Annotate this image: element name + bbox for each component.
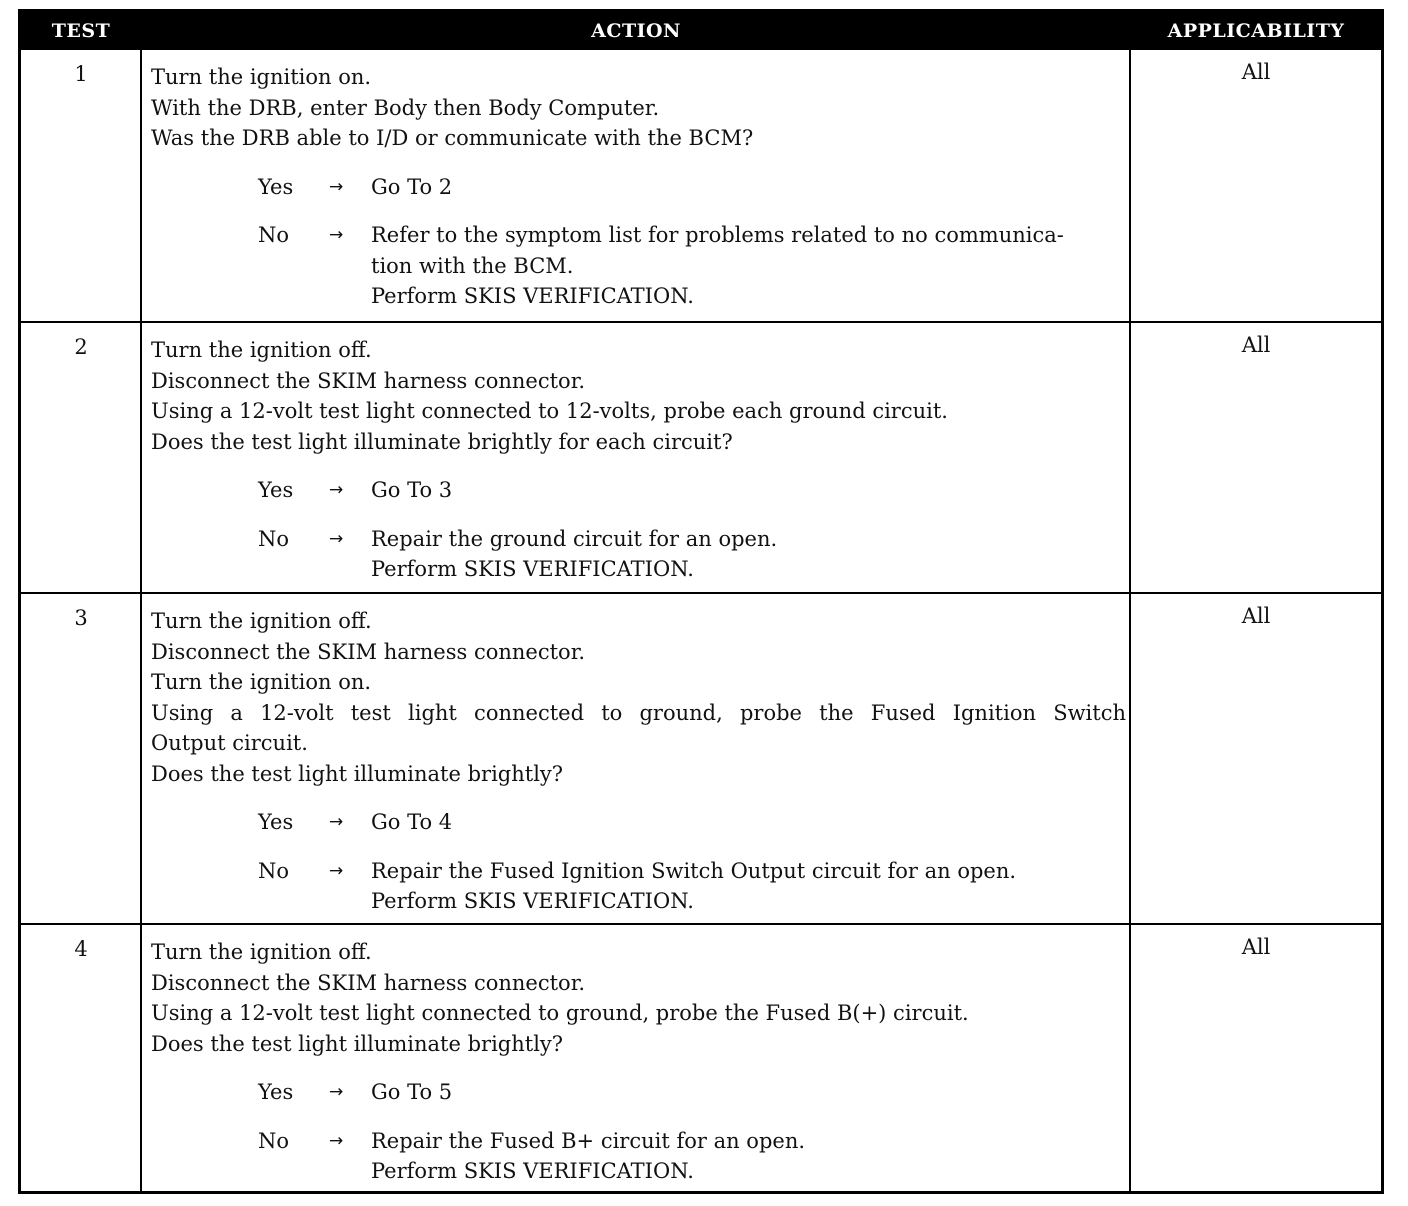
- action-line: Turn the ignition off.: [151, 940, 372, 964]
- header-applicability: APPLICABILITY: [1167, 20, 1345, 42]
- test-number: 3: [74, 606, 88, 630]
- yes-label: Yes: [258, 1080, 294, 1104]
- yes-label: Yes: [258, 478, 294, 502]
- no-text: Refer to the symptom list for problems related to no communica-: [371, 223, 1064, 247]
- action-line: Turn the ignition off.: [151, 609, 372, 633]
- yes-answer: [151, 1077, 1126, 1108]
- no-text: Perform SKIS VERIFICATION.: [371, 557, 694, 581]
- arrow-icon: →: [329, 1130, 344, 1151]
- test-number: 1: [74, 62, 88, 86]
- table-row: [21, 592, 1381, 923]
- yes-label: Yes: [258, 810, 294, 834]
- table-row: [21, 50, 1381, 321]
- arrow-icon: →: [329, 528, 344, 549]
- action-line: Turn the ignition on.: [151, 670, 372, 694]
- arrow-icon: →: [329, 480, 344, 500]
- action-line: Disconnect the SKIM harness connector.: [151, 639, 586, 664]
- action-line: Does the test light illuminate brightly?: [151, 1031, 564, 1056]
- no-answer: [151, 524, 1126, 585]
- action-line: With the DRB, enter Body then Body Computer.: [151, 95, 660, 120]
- action-line: Using a 12-volt test light connected to 12-volts, probe each ground circuit.: [151, 399, 948, 423]
- table-header: [21, 12, 1381, 50]
- no-text: Repair the Fused Ignition Switch Output circuit for an open.: [371, 858, 1017, 883]
- action-line: Output circuit.: [151, 731, 308, 755]
- yes-answer: [151, 475, 1126, 506]
- arrow-icon: →: [329, 176, 344, 197]
- action-line: Was the DRB able to I/D or communicate with the BCM?: [151, 126, 754, 150]
- header-test: TEST: [51, 20, 111, 42]
- yes-label: Yes: [258, 174, 294, 199]
- no-answer: [151, 1126, 1126, 1187]
- yes-answer: [151, 807, 1126, 838]
- action-cell: [151, 937, 1126, 1187]
- test-number: 4: [74, 937, 88, 961]
- arrow-icon: →: [329, 1082, 344, 1102]
- action-cell: [151, 62, 1126, 312]
- no-label: No: [258, 1128, 290, 1153]
- yes-text: Go To 3: [371, 478, 453, 502]
- no-label: No: [258, 223, 290, 247]
- no-label: No: [258, 526, 290, 551]
- no-text: Perform SKIS VERIFICATION.: [371, 889, 694, 913]
- arrow-icon: →: [329, 812, 344, 832]
- no-text: Repair the Fused B+ circuit for an open.: [371, 1128, 806, 1153]
- yes-text: Go To 2: [371, 174, 453, 199]
- yes-answer: [151, 172, 1126, 203]
- action-cell: [151, 335, 1126, 585]
- action-line: Using a 12-volt test light connected to ground, probe the Fused Ignition Switch: [151, 700, 1126, 725]
- diagnostic-table: [18, 9, 1384, 1194]
- no-answer: [151, 220, 1126, 312]
- no-label: No: [258, 858, 290, 883]
- applicability-value: All: [1241, 604, 1271, 628]
- table-row: [21, 923, 1381, 1191]
- action-line: Does the test light illuminate brightly?: [151, 761, 564, 786]
- action-line: Disconnect the SKIM harness connector.: [151, 368, 586, 393]
- arrow-icon: →: [329, 225, 344, 245]
- applicability-value: All: [1241, 935, 1271, 959]
- action-line: Does the test light illuminate brightly for each circuit?: [151, 429, 733, 454]
- table-row: [21, 321, 1381, 592]
- action-line: Using a 12-volt test light connected to ground, probe the Fused B(+) circuit.: [151, 1001, 969, 1025]
- no-text: Repair the ground circuit for an open.: [371, 526, 778, 551]
- applicability-value: All: [1241, 333, 1271, 357]
- header-action: ACTION: [591, 20, 681, 42]
- action-line: Turn the ignition on.: [151, 65, 372, 89]
- no-text: Perform SKIS VERIFICATION.: [371, 1159, 694, 1183]
- no-text: Perform SKIS VERIFICATION.: [371, 284, 694, 308]
- no-answer: [151, 856, 1126, 917]
- action-line: Turn the ignition off.: [151, 338, 372, 362]
- yes-text: Go To 4: [371, 810, 453, 834]
- action-line: Disconnect the SKIM harness connector.: [151, 970, 586, 995]
- arrow-icon: →: [329, 860, 344, 881]
- no-text: tion with the BCM.: [371, 253, 574, 278]
- test-number: 2: [74, 335, 88, 359]
- yes-text: Go To 5: [371, 1080, 453, 1104]
- applicability-value: All: [1241, 60, 1271, 84]
- action-cell: [151, 606, 1126, 917]
